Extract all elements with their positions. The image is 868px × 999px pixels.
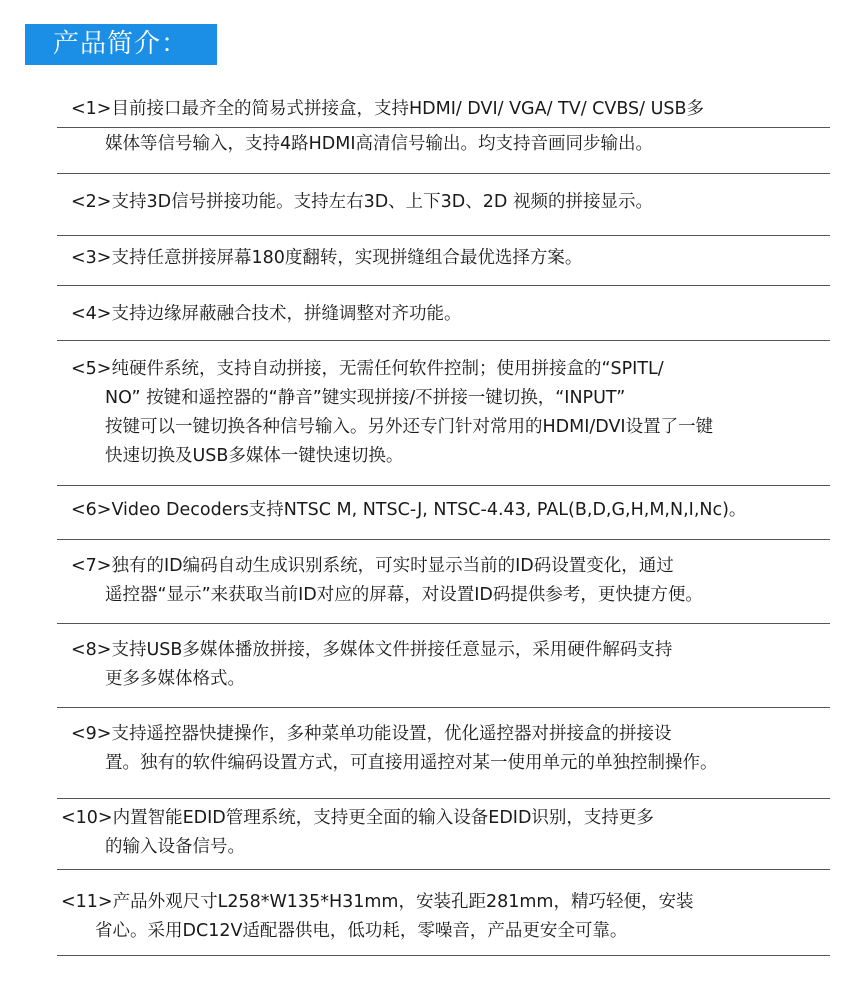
section-title: 产品简介：: [25, 24, 217, 65]
feature-item-2: [71, 188, 653, 217]
feature-line: <5>纯硬件系统，支持自动拼接，无需任何软件控制；使用拼接盒的“SPITL/: [71, 359, 664, 379]
divider: [57, 623, 830, 624]
divider: [57, 798, 830, 799]
feature-line: 按键可以一键切换各种信号输入。另外还专门针对常用的HDMI/DVI设置了一键: [105, 417, 714, 437]
divider: [57, 869, 830, 870]
feature-line: <6>Video Decoders支持NTSC M, NTSC-J, NTSC-4.43, PAL(B,D,G,H,M,N,I,Nc)。: [71, 500, 747, 520]
feature-line: <8>支持USB多媒体播放拼接，多媒体文件拼接任意显示，采用硬件解码支持: [71, 640, 673, 660]
feature-item-8: [71, 636, 672, 694]
divider: [57, 173, 830, 174]
feature-line: 快速切换及USB多媒体一键快速切换。: [105, 446, 404, 466]
divider: [57, 707, 830, 708]
feature-line: <4>支持边缘屏蔽融合技术，拼缝调整对齐功能。: [71, 304, 462, 324]
feature-line: <2>支持3D信号拼接功能。支持左右3D、上下3D、2D 视频的拼接显示。: [71, 192, 653, 212]
feature-line: <11>产品外观尺寸L258*W135*H31mm，安装孔距281mm，精巧轻便，安装: [61, 892, 694, 912]
divider: [57, 539, 830, 540]
divider: [57, 127, 830, 128]
feature-line: 置。独有的软件编码设置方式，可直接用遥控对某一使用单元的单独控制操作。: [105, 753, 718, 773]
divider: [57, 340, 830, 341]
divider: [57, 285, 830, 286]
feature-item-10: [61, 804, 654, 862]
feature-line: 媒体等信号输入，支持4路HDMI高清信号输出。均支持音画同步输出。: [105, 134, 654, 154]
feature-item-5: [71, 355, 713, 471]
feature-line: 省心。采用DC12V适配器供电，低功耗，零噪音，产品更安全可靠。: [95, 921, 628, 941]
feature-item-1-cont: [71, 130, 653, 159]
feature-item-9: [71, 720, 718, 778]
feature-line: <3>支持任意拼接屏幕180度翻转，实现拼缝组合最优选择方案。: [71, 248, 583, 268]
feature-item-4: [71, 300, 461, 329]
feature-item-11: [61, 888, 693, 946]
feature-line: <9>支持遥控器快捷操作，多种菜单功能设置，优化遥控器对拼接盒的拼接设: [71, 724, 672, 744]
feature-line: 的输入设备信号。: [105, 837, 245, 857]
feature-item-3: [71, 244, 582, 273]
feature-line: <1>目前接口最齐全的简易式拼接盒，支持HDMI/ DVI/ VGA/ TV/ CVBS/ USB多: [71, 99, 705, 119]
feature-item-7: [71, 552, 703, 610]
divider: [57, 485, 830, 486]
divider: [57, 955, 830, 956]
feature-item-6: [71, 496, 746, 525]
feature-line: <10>内置智能EDID管理系统，支持更全面的输入设备EDID识别，支持更多: [61, 808, 654, 828]
feature-line: 更多多媒体格式。: [105, 669, 245, 689]
feature-line: NO” 按键和遥控器的“静音”键实现拼接/不拼接一键切换，“INPUT”: [105, 388, 626, 408]
feature-item-1: [71, 95, 704, 124]
feature-line: <7>独有的ID编码自动生成识别系统，可实时显示当前的ID码设置变化，通过: [71, 556, 674, 576]
feature-line: 遥控器“显示”来获取当前ID对应的屏幕，对设置ID码提供参考，更快捷方便。: [105, 585, 703, 605]
divider: [57, 235, 830, 236]
